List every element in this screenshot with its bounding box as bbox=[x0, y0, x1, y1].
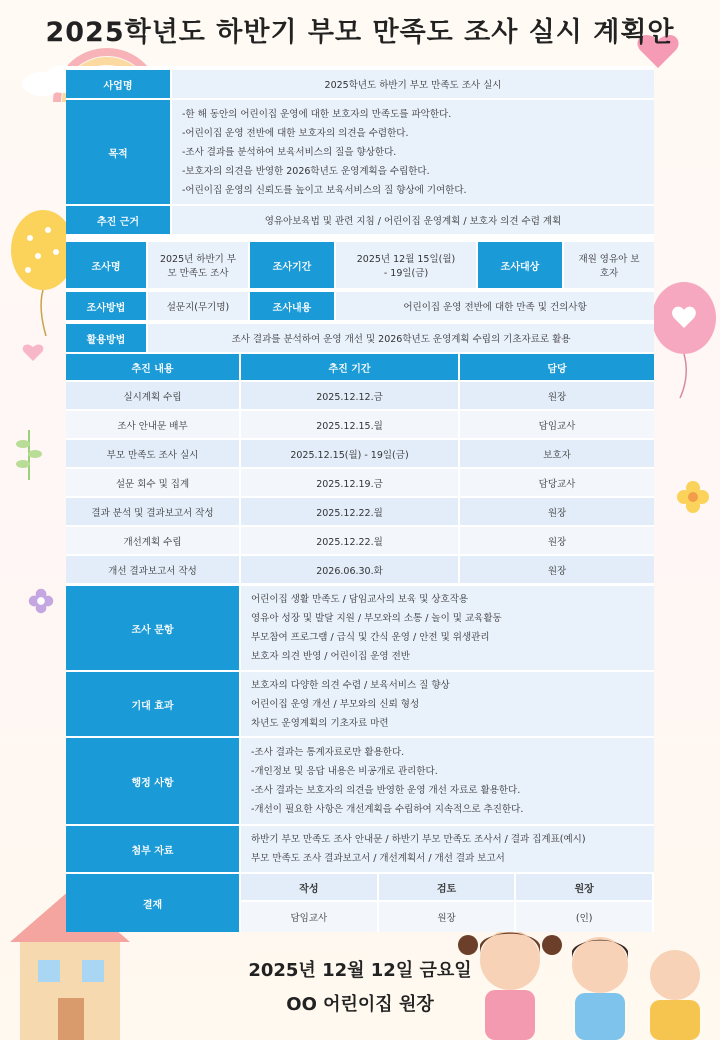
owner-cell: 원장 bbox=[460, 382, 654, 409]
project-label: 사업명 bbox=[66, 70, 170, 98]
task-cell: 결과 분석 및 결과보고서 작성 bbox=[66, 498, 239, 525]
basis-label: 추진 근거 bbox=[66, 206, 170, 234]
approval-header-writer: 작성 bbox=[241, 874, 377, 900]
purpose-item: -한 해 동안의 어린이집 운영에 대한 보호자의 만족도를 파악한다. bbox=[182, 108, 452, 120]
approval-header-review: 검토 bbox=[379, 874, 515, 900]
survey-use-label: 활용방법 bbox=[66, 324, 146, 352]
notes-label: 행정 사항 bbox=[66, 738, 239, 824]
table-row bbox=[66, 411, 654, 438]
approval-reviewer: 원장 bbox=[379, 902, 515, 932]
task-cell: 실시계획 수립 bbox=[66, 382, 239, 409]
owner-cell: 원장 bbox=[460, 556, 654, 583]
attach-label: 첨부 자료 bbox=[66, 826, 239, 872]
task-cell: 개선계획 수립 bbox=[66, 527, 239, 554]
owner-cell: 원장 bbox=[460, 498, 654, 525]
effect-line: 어린이집 운영 개선 / 부모와의 신뢰 형성 bbox=[251, 698, 420, 710]
effect-line: 차년도 운영계획의 기초자료 마련 bbox=[251, 717, 389, 729]
schedule-header bbox=[66, 354, 654, 380]
task-cell: 개선 결과보고서 작성 bbox=[66, 556, 239, 583]
owner-cell: 담당교사 bbox=[460, 469, 654, 496]
period-cell: 2025.12.15.월 bbox=[241, 411, 458, 438]
small-heart-icon bbox=[22, 342, 44, 362]
notes-value bbox=[241, 738, 654, 824]
period-cell: 2025.12.19.금 bbox=[241, 469, 458, 496]
owner-cell: 담임교사 bbox=[460, 411, 654, 438]
page-title: 2025학년도 하반기 부모 만족도 조사 실시 계획안 bbox=[45, 17, 675, 48]
survey-period-value: 2025년 12월 15일(월) - 19일(금) bbox=[336, 242, 476, 288]
survey-period-label: 조사기간 bbox=[250, 242, 334, 288]
table-row bbox=[66, 556, 654, 583]
footer-org: OO 어린이집 원장 bbox=[286, 994, 434, 1015]
survey-method-value: 설문지(무기명) bbox=[148, 292, 248, 320]
survey-name-label: 조사명 bbox=[66, 242, 146, 288]
overview-section bbox=[66, 70, 654, 236]
notes-line: -개선이 필요한 사항은 개선계획을 수립하여 지속적으로 추진한다. bbox=[251, 804, 524, 815]
survey-method-label: 조사방법 bbox=[66, 292, 146, 320]
purpose-item: -어린이집 운영 전반에 대한 보호자의 의견을 수렴한다. bbox=[182, 127, 409, 139]
pink-balloon-icon bbox=[650, 280, 718, 400]
owner-cell: 원장 bbox=[460, 527, 654, 554]
approval-label: 결재 bbox=[66, 874, 239, 932]
purpose-item: -조사 결과를 분석하여 보육서비스의 질을 향상한다. bbox=[182, 146, 397, 158]
notes-line: -개인정보 및 응답 내용은 비공개로 관리한다. bbox=[251, 766, 438, 777]
purpose-item: -보호자의 의견을 반영한 2026학년도 운영계획을 수립한다. bbox=[182, 165, 430, 177]
items-line: 부모참여 프로그램 / 급식 및 간식 운영 / 안전 및 위생관리 bbox=[251, 632, 490, 643]
table-row bbox=[66, 440, 654, 467]
period-cell: 2025.12.12.금 bbox=[241, 382, 458, 409]
attach-line: 하반기 부모 만족도 조사 안내문 / 하반기 부모 만족도 조사서 / 결과 집계표(예시) bbox=[251, 834, 586, 845]
survey-target-label: 조사대상 bbox=[478, 242, 562, 288]
items-line: 영유아 성장 및 발달 지원 / 부모와의 소통 / 놀이 및 교육활동 bbox=[251, 613, 502, 624]
purpose-list bbox=[172, 100, 654, 204]
items-line: 보호자 의견 반영 / 어린이집 운영 전반 bbox=[251, 651, 410, 662]
task-cell: 부모 만족도 조사 실시 bbox=[66, 440, 239, 467]
items-label: 조사 문항 bbox=[66, 586, 239, 670]
period-cell: 2026.06.30.화 bbox=[241, 556, 458, 583]
attach-line: 부모 만족도 조사 결과보고서 / 개선계획서 / 개선 결과 보고서 bbox=[251, 853, 505, 864]
effect-label: 기대 효과 bbox=[66, 672, 239, 736]
schedule-header-period: 추진 기간 bbox=[241, 354, 458, 380]
sprout-icon bbox=[14, 420, 44, 480]
survey-section bbox=[66, 242, 654, 354]
footer-date: 2025년 12월 12일 금요일 bbox=[248, 960, 472, 981]
approval-seal: (인) bbox=[516, 902, 652, 932]
effect-value bbox=[241, 672, 654, 736]
survey-content-label: 조사내용 bbox=[250, 292, 334, 320]
task-cell: 설문 회수 및 집계 bbox=[66, 469, 239, 496]
flower-icon bbox=[676, 480, 710, 514]
table-row bbox=[66, 498, 654, 525]
approval-writer: 담임교사 bbox=[241, 902, 377, 932]
approval-table bbox=[241, 874, 654, 932]
schedule-table bbox=[66, 354, 654, 583]
survey-content-value: 어린이집 운영 전반에 대한 만족 및 건의사항 bbox=[336, 292, 654, 320]
purpose-item: -어린이집 운영의 신뢰도를 높이고 보육서비스의 질 향상에 기여한다. bbox=[182, 184, 467, 196]
items-value bbox=[241, 586, 654, 670]
period-cell: 2025.12.22.월 bbox=[241, 527, 458, 554]
purpose-label: 목적 bbox=[66, 100, 170, 204]
owner-cell: 보호자 bbox=[460, 440, 654, 467]
project-value: 2025학년도 하반기 부모 만족도 조사 실시 bbox=[172, 70, 654, 98]
notes-line: -조사 결과는 보호자의 의견을 반영한 운영 개선 자료로 활용한다. bbox=[251, 785, 521, 796]
survey-target-value: 재원 영유아 보호자 bbox=[564, 242, 654, 288]
task-cell: 조사 안내문 배부 bbox=[66, 411, 239, 438]
effect-line: 보호자의 다양한 의견 수렴 / 보육서비스 질 향상 bbox=[251, 679, 450, 691]
period-cell: 2025.12.22.월 bbox=[241, 498, 458, 525]
approval-header-director: 원장 bbox=[516, 874, 652, 900]
schedule-header-task: 추진 내용 bbox=[66, 354, 239, 380]
purple-flower-icon bbox=[28, 588, 54, 614]
attach-value bbox=[241, 826, 654, 872]
schedule-header-owner: 담당 bbox=[460, 354, 654, 380]
table-row bbox=[66, 527, 654, 554]
table-row bbox=[66, 382, 654, 409]
items-line: 어린이집 생활 만족도 / 담임교사의 보육 및 상호작용 bbox=[251, 594, 469, 605]
details-section bbox=[66, 586, 654, 932]
table-row bbox=[66, 469, 654, 496]
notes-line: -조사 결과는 통계자료로만 활용한다. bbox=[251, 747, 405, 758]
basis-value: 영유아보육법 및 관련 지침 / 어린이집 운영계획 / 보호자 의견 수렴 계획 bbox=[172, 206, 654, 234]
period-cell: 2025.12.15(월) - 19일(금) bbox=[241, 440, 458, 467]
survey-use-value: 조사 결과를 분석하여 운영 개선 및 2026학년도 운영계획 수립의 기초자료로 활용 bbox=[148, 324, 654, 352]
survey-name-value: 2025년 하반기 부모 만족도 조사 bbox=[148, 242, 248, 288]
